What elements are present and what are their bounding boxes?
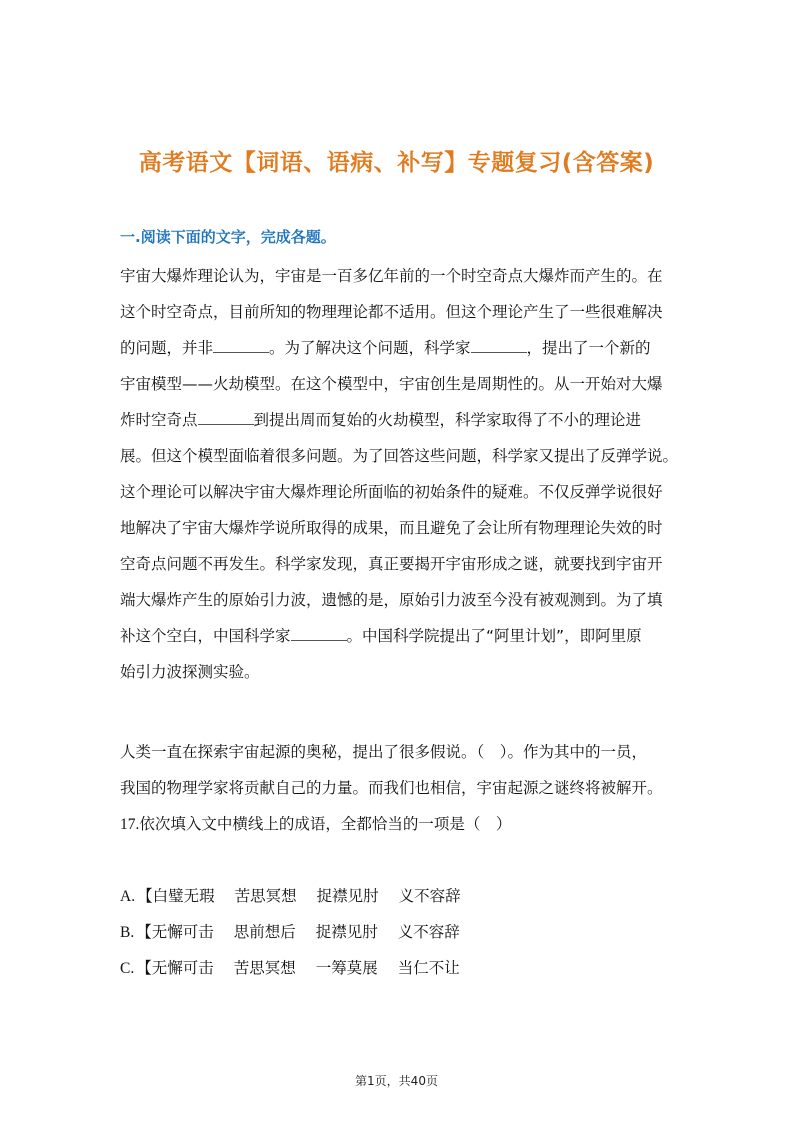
option-a[interactable] — [120, 878, 680, 914]
option-term: 捉襟见肘 — [316, 887, 379, 905]
text-segment: 展。但这个模型面临着很多问题。为了回答这些问题，科学家又提出了反弹学说。 — [120, 447, 679, 465]
option-term: 义不容辞 — [397, 923, 460, 941]
passage-line: 人类一直在探索宇宙起源的奥秘，提出了很多假说。（ ）。作为其中的一员， — [120, 743, 648, 761]
option-term: 捉襟见肘 — [315, 923, 378, 941]
passage-paragraph-2 — [120, 734, 680, 806]
option-term: 思前想后 — [233, 923, 296, 941]
document-title: 高考语文【词语、语病、补写】专题复习(含答案) — [138, 150, 655, 176]
option-letter: A. — [120, 888, 136, 905]
text-segment: 。为了解决这个问题，科学家 — [269, 339, 471, 357]
passage-line — [120, 438, 680, 474]
passage-line: 我国的物理学家将贡献自己的力量。而我们也相信，宇宙起源之谜终将被解开。 — [120, 779, 663, 797]
question-stem — [120, 806, 680, 842]
passage-line — [120, 294, 680, 330]
option-term: 无懈可击 — [151, 923, 214, 941]
option-bracket: 【 — [136, 959, 152, 977]
text-segment: 这个时空奇点，目前所知的物理理论都不适用。但这个理论产生了一些很难解决 — [120, 303, 663, 321]
option-term: 苦思冥想 — [234, 887, 297, 905]
option-letter: B. — [120, 924, 135, 941]
option-b[interactable] — [120, 914, 680, 950]
passage-line — [120, 654, 680, 684]
text-segment: 地解决了宇宙大爆炸学说所取得的成果，而且避免了会让所有物理理论失效的时 — [120, 519, 663, 537]
option-c[interactable] — [120, 950, 680, 986]
text-segment: 端大爆炸产生的原始引力波，遗憾的是，原始引力波至今没有被观测到。为了填 — [120, 591, 663, 609]
page-footer: 第1页，共40页 — [355, 1074, 438, 1088]
option-term: 一筹莫展 — [315, 959, 378, 977]
question-text: 依次填入文中横线上的成语，全都恰当的一项是（ ） — [139, 815, 512, 833]
option-bracket: 【 — [136, 923, 152, 941]
text-segment: 宇宙大爆炸理论认为，宇宙是一百多亿年前的一个时空奇点大爆炸而产生的。在 — [120, 267, 663, 285]
text-segment: 炸时空奇点 — [120, 411, 198, 429]
passage-line — [120, 582, 680, 618]
option-term: 无懈可击 — [151, 959, 214, 977]
option-term: 义不容辞 — [398, 887, 461, 905]
passage-paragraph-1 — [120, 258, 680, 684]
passage-line — [120, 402, 680, 438]
text-segment: 补这个空白，中国科学家 — [120, 627, 291, 645]
fill-in-blank-2 — [471, 338, 527, 353]
text-segment: 的问题，并非 — [120, 339, 214, 357]
text-segment: 空奇点问题不再发生。科学家发现，真正要揭开宇宙形成之谜，就要找到宇宙开 — [120, 555, 663, 573]
passage-line — [120, 546, 680, 582]
text-segment: 这个理论可以解决宇宙大爆炸理论所面临的初始条件的疑难。不仅反弹学说很好 — [120, 483, 663, 501]
option-bracket: 【 — [137, 887, 153, 905]
passage-line — [120, 330, 680, 366]
passage-line — [120, 510, 680, 546]
text-segment: ，提出了一个新的 — [526, 339, 651, 357]
option-letter: C. — [120, 960, 135, 977]
section-heading: 一.阅读下面的文字，完成各题。 — [120, 228, 336, 246]
answer-options — [120, 878, 680, 986]
fill-in-blank-3 — [198, 410, 254, 425]
passage-line — [120, 618, 680, 654]
option-term: 苦思冥想 — [233, 959, 296, 977]
fill-in-blank-1 — [213, 338, 269, 353]
option-term: 当仁不让 — [397, 959, 460, 977]
text-segment: 。中国科学院提出了“阿里计划”，即阿里原 — [346, 627, 642, 645]
question-17 — [120, 806, 680, 842]
question-number: 17. — [120, 816, 140, 833]
option-term: 白璧无瑕 — [152, 887, 215, 905]
passage-line — [120, 366, 680, 402]
fill-in-blank-4 — [291, 626, 347, 641]
text-segment: 始引力波探测实验。 — [120, 663, 260, 681]
passage-line — [120, 258, 680, 294]
text-segment: 到提出周而复始的火劫模型，科学家取得了不小的理论进 — [253, 411, 642, 429]
passage-line — [120, 474, 680, 510]
text-segment: 宇宙模型——火劫模型。在这个模型中，宇宙创生是周期性的。从一开始对大爆 — [120, 375, 663, 393]
